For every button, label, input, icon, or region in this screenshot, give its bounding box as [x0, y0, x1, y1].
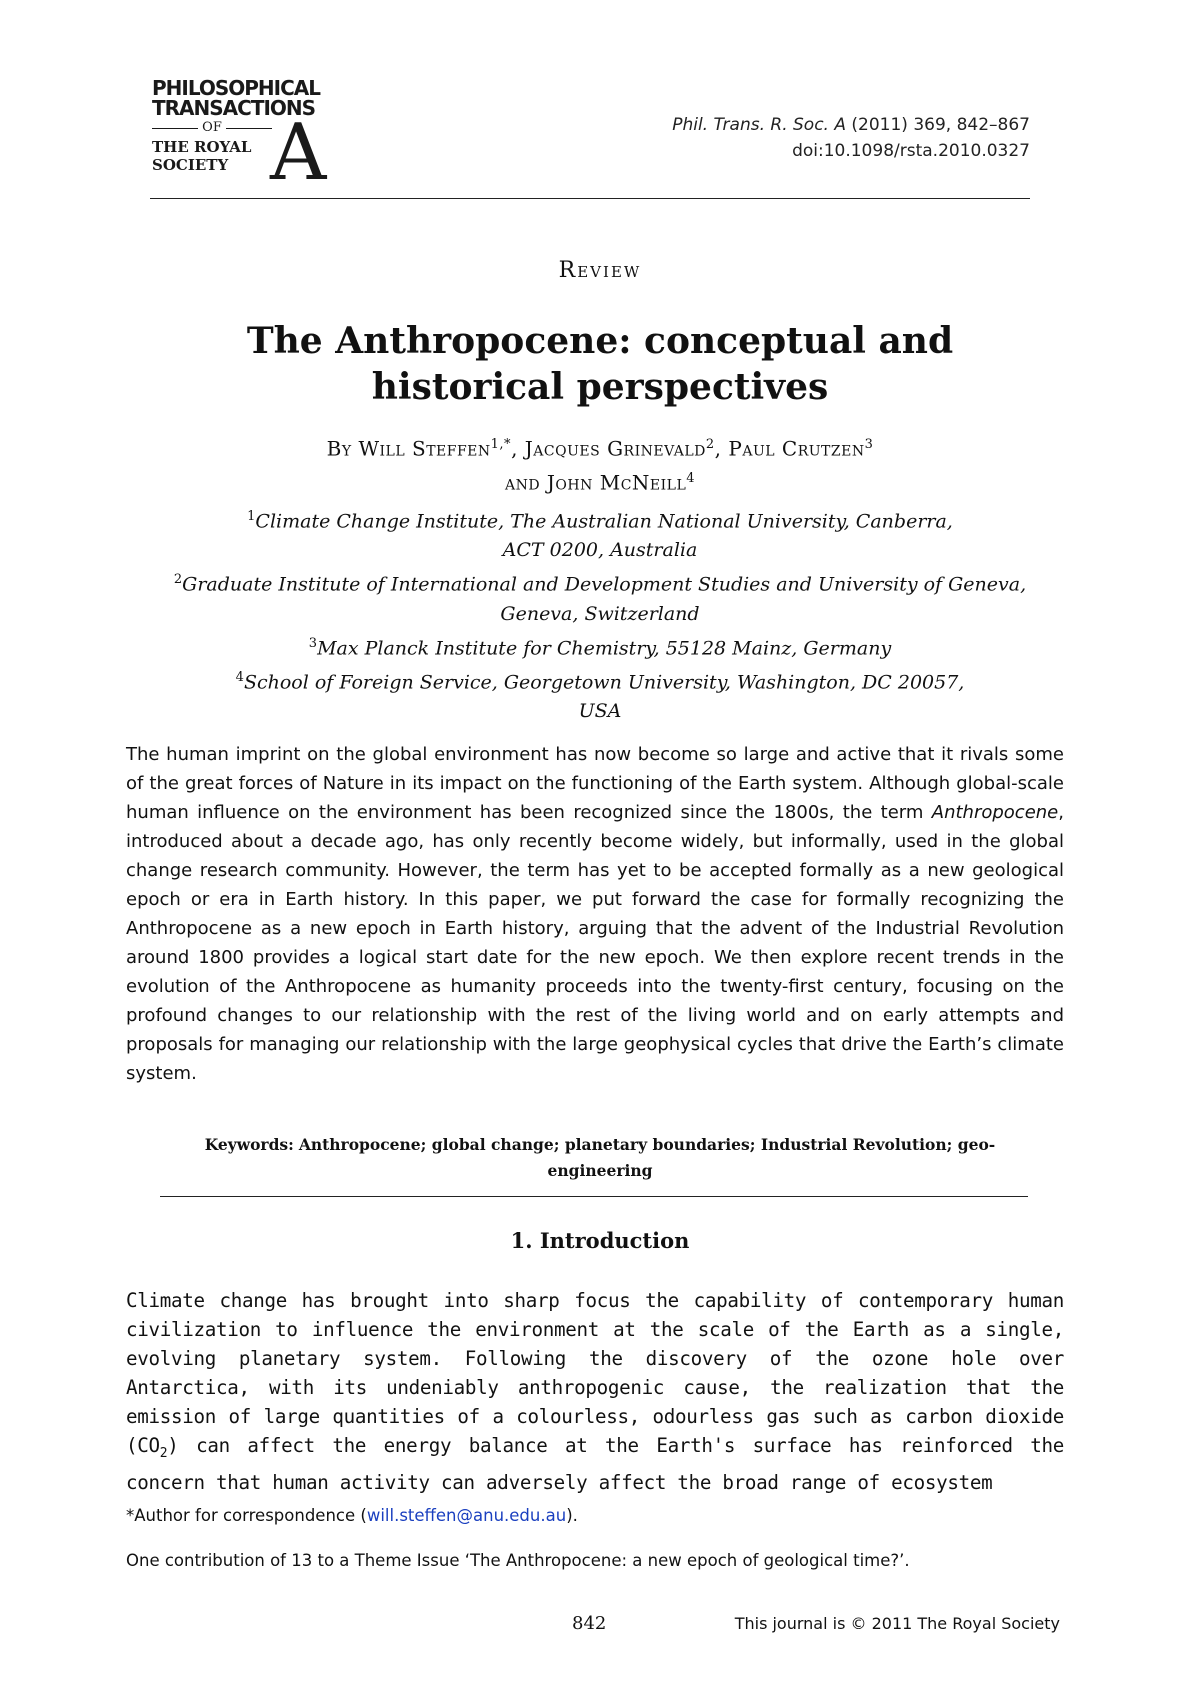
contribution-note: One contribution of 13 to a Theme Issue ‘The Anthropocene: a new epoch of geological time?’. [126, 1551, 910, 1570]
keywords-value: Anthropocene; global change; planetary boundaries; Industrial Revolution; geo-engineering [298, 1135, 996, 1180]
body-paragraph: Climate change has brought into sharp focus the capability of contemporary human civilization to influence the environment at the scale of the Earth as a single, evolving planetary system. Following the discovery of the ozone hole over Antarctica, with its undeniably anthropogenic cause, the realization that the emission of large quantities of a colourless, odourless gas such as carbon dioxide $(CO_2)$ can affect the energy balance at the Earth's surface has reinforced the concern that human activity can adversely affect the broad range of ecosystem [126, 1289, 1064, 1494]
email-link[interactable]: will.steffen@anu.edu.au [366, 1506, 567, 1525]
journal-reference [672, 112, 1030, 164]
affiliations [140, 502, 1060, 726]
logo-line-of: OF [152, 118, 272, 138]
author-name: Will Steffen [358, 436, 491, 461]
logo-series-letter: A [270, 108, 327, 198]
logo-line-society: SOCIETY [152, 156, 229, 174]
doi: doi:10.1098/rsta.2010.0327 [792, 141, 1030, 161]
abstract: The human imprint on the global environment has now become so large and active that it rivals some of the great forces of Nature in its impact on the functioning of the Earth system. Although global-scale human influence on the environment has been recognized since the 1800s, the term Anthropocene, introduced about a decade ago, has only recently become widely, but informally, used in the global change research community. However, the term has yet to be accepted formally as a new geological epoch or era in Earth history. In this paper, we put forward the case for formally recognizing the Anthropocene as a new epoch in Earth history, arguing that the advent of the Industrial Revolution around 1800 provides a logical start date for the new epoch. We then explore recent trends in the evolution of the Anthropocene as humanity proceeds into the twenty-first century, focusing on the profound changes to our relationship with the rest of the living world and on early attempts and proposals for managing our relationship with the large geophysical cycles that drive the Earth’s climate system. [126, 744, 1064, 1084]
abstract-term: Anthropocene [931, 802, 1059, 823]
page-number: 842 [572, 1613, 607, 1634]
keywords [160, 1132, 1040, 1184]
header-divider [150, 198, 1030, 199]
affiliation: $^2$Graduate Institute of International and Development Studies and University of Geneva, Geneva, Switzerland [173, 572, 1027, 625]
author-name: John McNeill [546, 470, 687, 495]
logo-line-philosophical: PHILOSOPHICAL [152, 76, 321, 100]
affiliation: $^1$Climate Change Institute, The Australian National University, Canberra, ACT 0200, Australia [247, 509, 953, 562]
author-name: Paul Crutzen [728, 436, 865, 461]
correspondence-footnote: *Author for correspondence (will.steffen@anu.edu.au). [126, 1506, 578, 1525]
section-heading: 1. Introduction [510, 1228, 690, 1253]
citation: (2011) 369, 842–867 [851, 115, 1030, 135]
logo-line-the-royal: THE ROYAL [152, 138, 252, 156]
author-name: Jacques Grinevald [524, 436, 706, 461]
keywords-label: Keywords: [204, 1135, 294, 1154]
affiliation: $^3$Max Planck Institute for Chemistry, 55128 Mainz, Germany [308, 635, 892, 659]
logo-line-transactions: TRANSACTIONS [152, 96, 316, 120]
journal-name: Phil. Trans. R. Soc. A [672, 115, 846, 135]
copyright-notice: This journal is © 2011 The Royal Society [734, 1614, 1060, 1633]
journal-logo [152, 76, 327, 198]
article-type-label: Review [558, 258, 642, 283]
affiliation: $^4$School of Foreign Service, Georgetown University, Washington, DC 20057, USA [235, 669, 965, 723]
article-title: The Anthropocene: conceptual and historical perspectives [246, 320, 954, 408]
author-list: By Will Steffen$^{1,*}$, Jacques Grinevald$^2$, Paul Crutzen$^3$ and John McNeill$^4$ [326, 436, 874, 495]
keywords-divider [160, 1196, 1028, 1197]
